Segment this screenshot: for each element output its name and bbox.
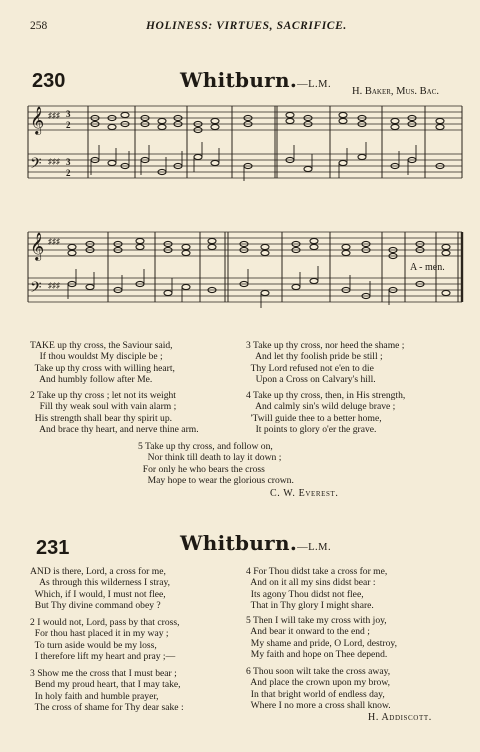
amen-lyric: A - men. [410, 262, 445, 273]
verse-4: 4 For Thou didst take a cross for me, And on it all my sins didst bear : Its agony Thou didst not flee, That in Thy glory I might share. [246, 566, 388, 611]
time-signature: 2 [66, 120, 71, 130]
time-signature: 2 [66, 168, 71, 178]
hymn-230-title [180, 68, 331, 92]
music-score-system-2 [0, 222, 480, 322]
verse-3: 3 Take up thy cross, nor heed the shame ; And let thy foolish pride be still ; Thy Lord refused not e'en to die Upon a Cross on Calvary's hill. [246, 340, 405, 385]
tune-name: Whitburn. [180, 68, 298, 92]
hymn-230-number: 230 [32, 70, 66, 92]
notes [91, 112, 444, 174]
barlines [28, 106, 462, 178]
bass-clef-icon: 𝄢 [30, 279, 42, 300]
meter: —L.M. [297, 79, 332, 90]
verse-2: 2 Take up thy cross ; let not its weight Fill thy weak soul with vain alarm ; His strength shall bear thy spirit up. And brace thy heart, and nerve thine arm. [30, 390, 199, 435]
section-title: HOLINESS: VIRTUES, SACRIFICE. [146, 20, 347, 32]
treble-clef-icon: 𝄞 [30, 106, 45, 134]
verse-6: 6 Thou soon wilt take the cross away, And place the crown upon my brow, In that bright world of endless day, Where I no more a cross shall know. [246, 666, 391, 711]
verse-4: 4 Take up thy cross, then, in His strength, And calmly sin's wild deluge brave ; 'Twill guide thee to a better home, It points to glory o'er the grave. [246, 390, 406, 435]
key-signature-icon: ♯♯♯ [48, 281, 60, 290]
composer: H. Baker, Mus. Bac. [352, 86, 440, 97]
verse-2: 2 I would not, Lord, pass by that cross, For thou hast placed it in my way ; To turn aside would be my loss, I therefore lift my heart and pray ;— [30, 617, 180, 662]
verse-3: 3 Show me the cross that I must bear ; Bend my proud heart, that I may take, In holy faith and humble prayer, The cross of shame for Thy dear sake : [30, 668, 184, 713]
tune-name: Whitburn. [180, 531, 298, 555]
hymn-230-author: C. W. Everest. [270, 488, 339, 499]
key-signature-icon: ♯♯♯ [48, 157, 60, 166]
notes [68, 238, 450, 298]
music-score-system-1 [0, 96, 480, 206]
key-signature-icon: ♯♯♯ [48, 237, 60, 246]
hymn-231-number: 231 [36, 537, 70, 559]
verse-1: TAKE up thy cross, the Saviour said, If thou wouldst My disciple be ; Take up thy cross with willing heart, And humbly follow after Me. [30, 340, 175, 385]
verse-5: 5 Then I will take my cross with joy, And bear it onward to the end ; My shame and pride, O Lord, destroy, My faith and hope on Thee depend. [246, 615, 397, 660]
treble-clef-icon: 𝄞 [30, 232, 45, 260]
key-signature-icon: ♯♯♯ [48, 111, 60, 120]
verse-1: AND is there, Lord, a cross for me, As through this wilderness I stray, Which, if I would, I must not flee, But Thy divine command obey ? [30, 566, 171, 611]
time-signature: 3 [66, 157, 71, 167]
hymn-231-author: H. Addiscott. [368, 712, 432, 723]
note-stems [91, 142, 416, 181]
bass-clef-icon: 𝄢 [30, 155, 42, 176]
time-signature: 3 [66, 109, 71, 119]
meter: —L.M. [297, 542, 332, 553]
page-number: 258 [30, 20, 48, 32]
verse-5: 5 Take up thy cross, and follow on, Nor think till death to lay it down ; For only he who bears the cross May hope to wear the glorious crown. [138, 441, 294, 486]
hymn-231-title [180, 531, 331, 555]
